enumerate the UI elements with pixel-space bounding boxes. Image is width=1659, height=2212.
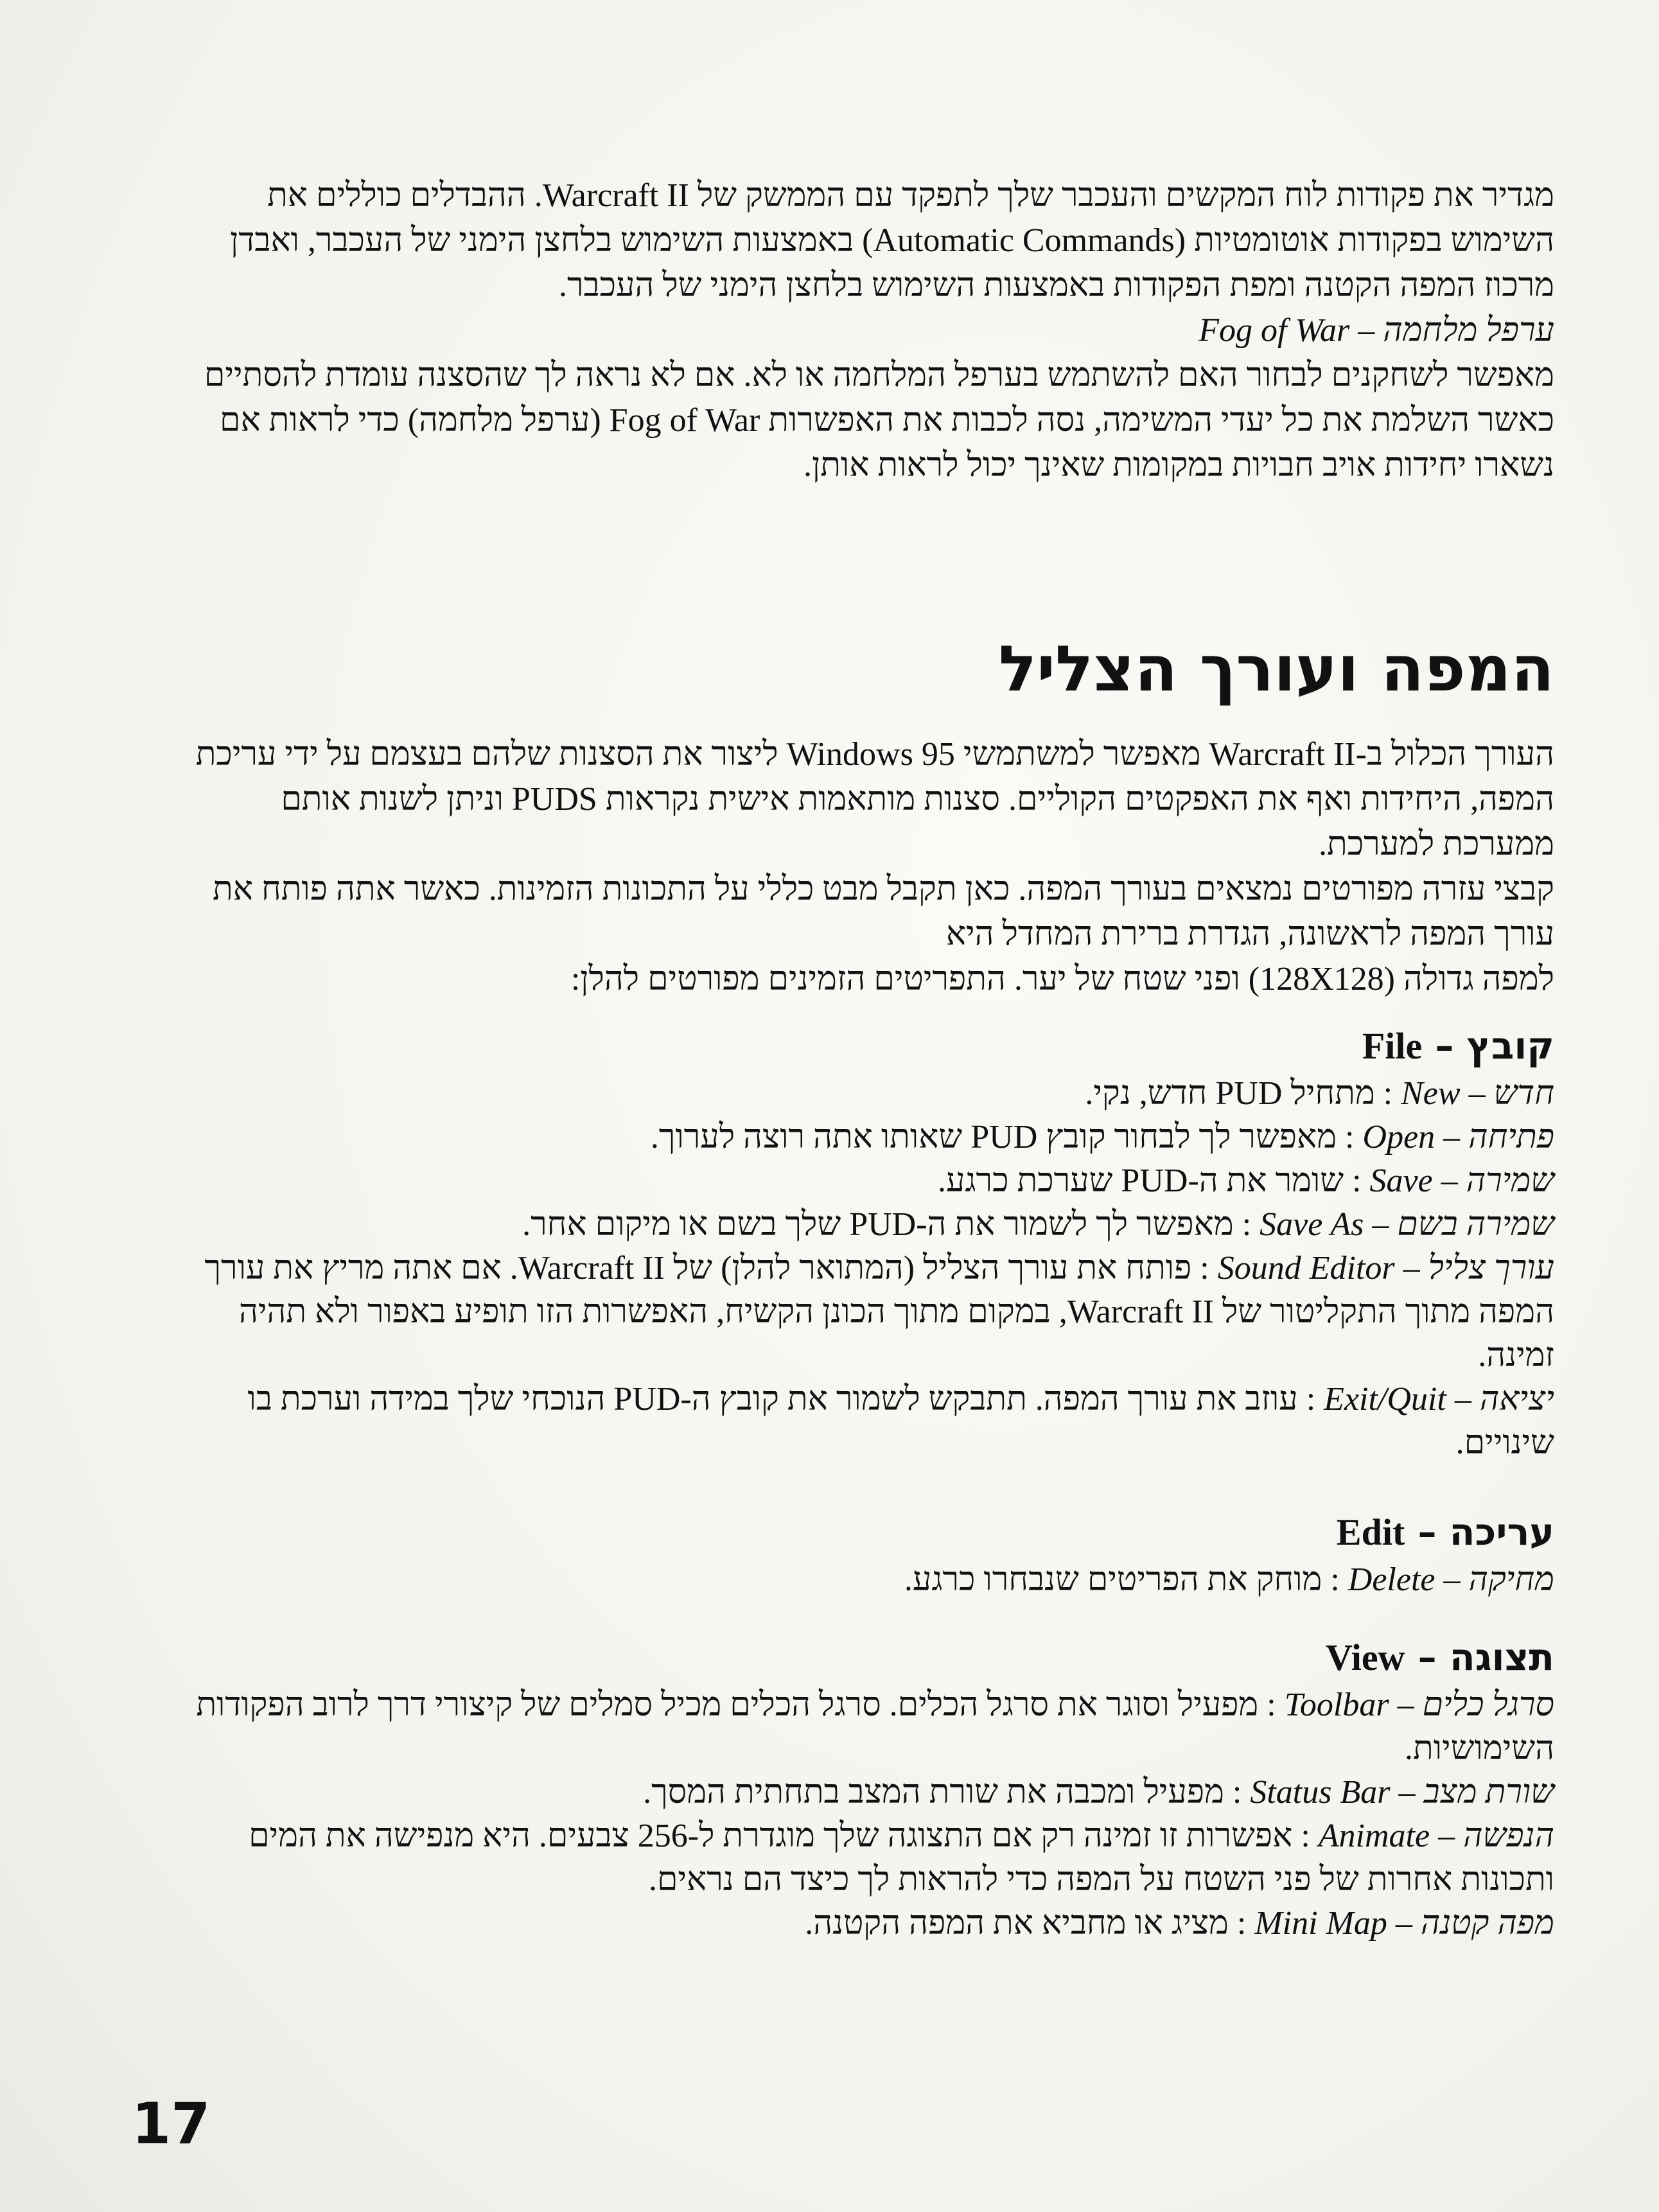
term-description: : עוזב את עורך המפה. תתבקש לשמור את קובץ ה-PUD הנוכחי שלך במידה וערכת בו שינויים.	[247, 1381, 1554, 1461]
view-menu-title: תצוגה – View	[1325, 1635, 1554, 1679]
file-item-new	[193, 1072, 1554, 1116]
file-item-sound-editor	[193, 1247, 1554, 1378]
intro-paragraph: מגדיר את פקודות לוח המקשים והעכבר שלך לתפקד עם הממשק של Warcraft II. ההבדלים כוללים את השימוש בפקודות אוטומטיות (Automatic Commands) באמצעות השימוש בלחצן הימני של העכבר, ואבדן מרכוז המפה הקטנה ומפת הפקודות באמצעות השימוש בלחצן הימני של העכבר.	[230, 177, 1554, 304]
map-editor-intro	[193, 732, 1554, 1002]
view-title-he: תצוגה	[1449, 1635, 1554, 1679]
view-menu-section	[193, 1631, 1554, 1945]
view-item-toolbar	[193, 1683, 1554, 1771]
file-menu-section	[193, 1020, 1554, 1465]
term-label: שמירה בשם – Save As	[1260, 1206, 1554, 1243]
term-label: שורת מצב – Status Bar	[1250, 1774, 1554, 1811]
term-description: : מציג או מחביא את המפה הקטנה.	[805, 1905, 1247, 1942]
term-description: : פותח את עורך הצליל (המתואר להלן) של Warcraft II. אם אתה מריץ את עורך המפה מתוך התקליטור של Warcraft II, במקום מתוך הכונן הקשיח, האפשרות הזו תופיע באפור ולא תהיה זמינה.	[204, 1250, 1554, 1374]
edit-title-he: עריכה	[1449, 1510, 1554, 1554]
term-description: : מאפשר לך לבחור קובץ PUD שאותו אתה רוצה לערוך.	[650, 1119, 1355, 1155]
edit-menu-section	[193, 1506, 1554, 1602]
term-description: : אפשרות זו זמינה רק אם התצוגה שלך מוגדרת ל-256 צבעים. היא מנפישה את המים ותכונות אחרות של פני השטח על המפה כדי להראות לך כיצד הם נראים.	[249, 1818, 1554, 1898]
term-label: שמירה – Save	[1369, 1163, 1554, 1199]
map-editor-paragraph-2: קבצי עזרה מפורטים נמצאים בעורך המפה. כאן תקבל מבט כללי על התכונות הזמינות. כאשר אתה פותח את עורך המפה לראשונה, הגדרת ברירת המחדל היא	[213, 871, 1554, 952]
term-label: סרגל כלים – Toolbar	[1284, 1687, 1554, 1723]
term-label: חדש – New	[1401, 1075, 1554, 1112]
term-description: : מאפשר לך לשמור את ה-PUD שלך בשם או מיקום אחר.	[522, 1206, 1252, 1243]
term-label: יציאה – Exit/Quit	[1324, 1381, 1554, 1418]
file-item-exit	[193, 1378, 1554, 1465]
view-title-en: View	[1325, 1637, 1405, 1678]
fog-of-war-title: ערפל מלחמה – Fog of War	[1198, 312, 1554, 349]
term-description: : מפעיל ומכבה את שורת המצב בתחתית המסך.	[643, 1774, 1242, 1811]
intro-section	[193, 173, 1554, 488]
term-label: מחיקה – Delete	[1347, 1561, 1554, 1598]
map-editor-paragraph-1: העורך הכלול ב-Warcraft II מאפשר למשתמשי Windows 95 ליצור את הסצנות שלהם בעצמם על ידי עריכת המפה, היחידות ואף את האפקטים הקוליים. סצנות מותאמות אישית נקראות PUDS וניתן לשנות אותם ממערכת למערכת.	[195, 736, 1554, 863]
page-number: 17	[132, 2091, 211, 2157]
term-description: : מתחיל PUD חדש, נקי.	[1085, 1075, 1393, 1112]
edit-item-delete	[193, 1558, 1554, 1602]
view-item-mini-map	[193, 1902, 1554, 1945]
file-item-open	[193, 1116, 1554, 1159]
map-editor-paragraph-3: למפה גדולה (128X128) ופני שטח של יער. התפריטים הזמינים מפורטים להלן:	[570, 961, 1554, 997]
file-item-save-as	[193, 1203, 1554, 1247]
file-title-he: קובץ	[1466, 1024, 1554, 1067]
edit-title-en: Edit	[1336, 1511, 1405, 1553]
term-label: עורך צליל – Sound Editor	[1217, 1250, 1554, 1286]
file-item-save	[193, 1159, 1554, 1203]
edit-menu-title: עריכה – Edit	[1336, 1510, 1554, 1554]
view-item-status-bar	[193, 1771, 1554, 1814]
term-description: : מפעיל וסוגר את סרגל הכלים. סרגל הכלים מכיל סמלים של קיצורי דרך לרוב הפקודות השימושיות.	[196, 1687, 1554, 1767]
file-title-en: File	[1362, 1025, 1423, 1067]
term-label: הנפשה – Animate	[1318, 1818, 1554, 1854]
view-item-animate	[193, 1814, 1554, 1902]
term-description: : מוחק את הפריטים שנבחרו כרגע.	[904, 1561, 1340, 1598]
file-menu-title: קובץ – File	[1362, 1024, 1554, 1067]
term-label: מפה קטנה – Mini Map	[1254, 1905, 1554, 1942]
fog-of-war-text: מאפשר לשחקנים לבחור האם להשתמש בערפל המלחמה או לא. אם לא נראה לך שהסצנה עומדת להסתיים כאשר השלמת את כל יעדי המשימה, נסה לכבות את האפשרות Fog of War (ערפל מלחמה) כדי לראות אם נשארו יחידות אויב חבויות במקומות שאינך יכול לראות אותן.	[204, 357, 1554, 484]
term-description: : שומר את ה-PUD שערכת כרגע.	[937, 1163, 1362, 1199]
section-heading: המפה ועורך הצליל	[998, 633, 1554, 706]
term-label: פתיחה – Open	[1362, 1119, 1554, 1155]
